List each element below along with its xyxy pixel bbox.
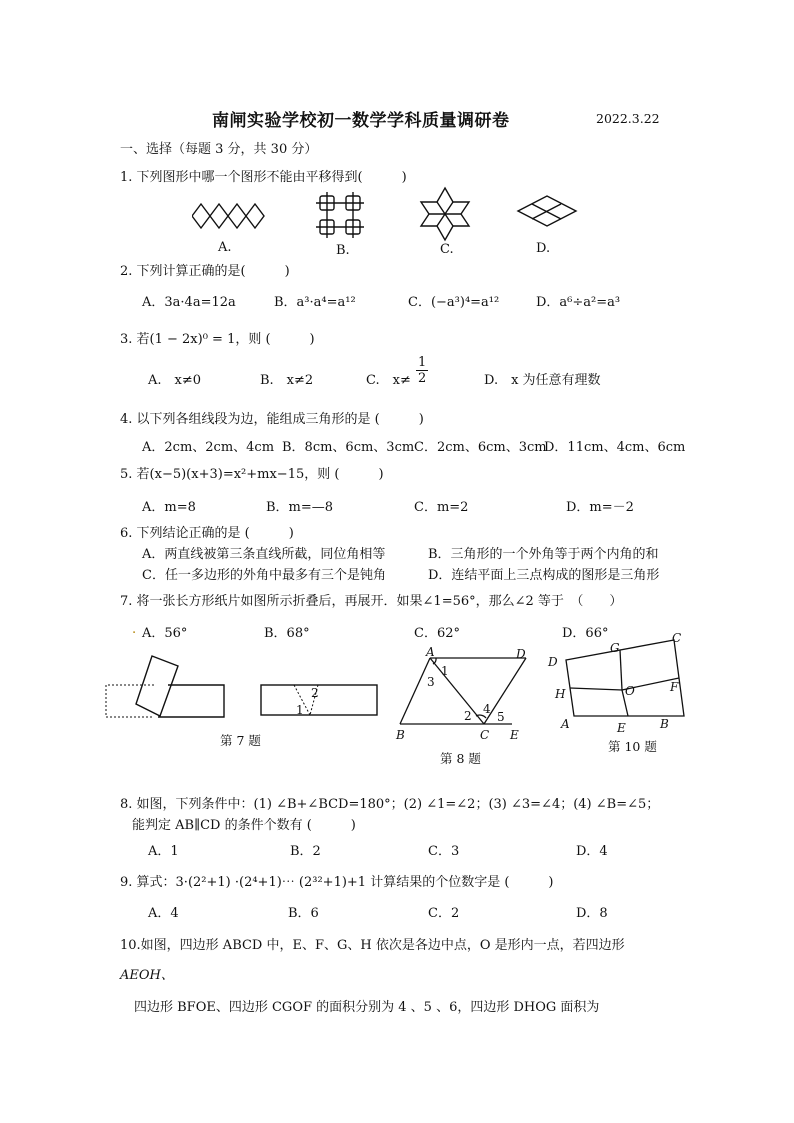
figure-7-unfolded — [258, 682, 382, 718]
q4-option-c: C．2cm、6cm、3cm — [414, 440, 547, 455]
q3-fraction-numerator: 1 — [418, 355, 427, 370]
question-6-stem: 6. 下列结论正确的是 ( ) — [120, 526, 294, 541]
q5-option-b: B．m=—8 — [266, 500, 334, 515]
q1-figure-c — [416, 186, 474, 242]
fig7-angle-1-label: 1 — [296, 703, 304, 717]
section-heading: 一、选择（每题 3 分，共 30 分） — [120, 142, 318, 157]
q6-option-a: A．两直线被第三条直线所截，同位角相等 — [142, 547, 386, 562]
q5-option-a: A．m=8 — [142, 500, 196, 515]
fig8-label-e: E — [510, 728, 519, 742]
q6-option-b: B．三角形的一个外角等于两个内角的和 — [428, 547, 659, 562]
figure-7-folded — [104, 652, 228, 722]
q2-option-d: D．a⁶÷a²=a³ — [536, 295, 621, 310]
q6-option-d: D．连结平面上三点构成的图形是三角形 — [428, 568, 660, 583]
q3-option-c: C. x≠ — [366, 373, 411, 388]
q8-option-a: A．1 — [148, 844, 179, 859]
fig8-angle-1: 1 — [441, 664, 449, 678]
figure-10-caption: 第 10 题 — [608, 739, 657, 754]
question-8-stem: 8. 如图，下列条件中：(1) ∠B+∠BCD=180°；(2) ∠1=∠2；(3) ∠3=∠4；(4) ∠B=∠5； — [120, 797, 660, 812]
q3-fraction — [416, 356, 428, 385]
fig10-label-c: C — [672, 631, 682, 645]
fig10-label-f: F — [670, 680, 679, 694]
q1-label-c: C. — [440, 242, 454, 257]
fig8-angle-4: 4 — [483, 702, 491, 716]
q8-option-c: C．3 — [428, 844, 460, 859]
fig10-label-h: H — [555, 687, 566, 701]
q1-figure-a — [192, 196, 266, 236]
figure-7-caption: 第 7 题 — [220, 733, 261, 748]
q7-option-c: C．62° — [414, 626, 460, 641]
q1-label-a: A. — [218, 240, 232, 255]
q5-option-c: C．m=2 — [414, 500, 469, 515]
q1-label-b: B. — [336, 243, 350, 258]
q8-option-d: D．4 — [576, 844, 608, 859]
question-10-line2: AEOH、 — [120, 968, 174, 983]
q4-option-d: D．11cm、4cm、6cm — [544, 440, 686, 455]
q3-option-d: D. x 为任意有理数 — [484, 373, 601, 388]
page-title: 南闸实验学校初一数学学科质量调研卷 — [212, 111, 510, 131]
fig8-label-b: B — [396, 728, 405, 742]
fig7-angle-2-label: 2 — [311, 686, 319, 700]
question-10-line1: 10.如图，四边形 ABCD 中，E、F、G、H 依次是各边中点，O 是形内一点，若四边形 — [120, 938, 625, 953]
fig8-label-d: D — [516, 647, 526, 661]
q3-option-b: B. x≠2 — [260, 373, 314, 388]
question-8-stem-line2: 能判定 AB∥CD 的条件个数有 ( ) — [132, 818, 356, 833]
q2-option-b: B．a³·a⁴=a¹² — [274, 295, 356, 310]
q9-option-c: C．2 — [428, 906, 460, 921]
q1-label-d: D. — [536, 241, 551, 256]
fig10-label-d: D — [548, 655, 558, 669]
figure-8-caption: 第 8 题 — [440, 751, 481, 766]
q9-option-b: B．6 — [288, 906, 319, 921]
question-2-stem: 2. 下列计算正确的是( ) — [120, 264, 290, 279]
exam-date: 2022.3.22 — [596, 111, 660, 126]
q2-option-c: C．(−a³)⁴=a¹² — [408, 295, 500, 310]
fig8-label-a: A — [426, 645, 435, 659]
question-5-stem: 5. 若(x−5)(x+3)=x²+mx−15，则 ( ) — [120, 467, 384, 482]
fig8-angle-5: 5 — [497, 710, 505, 724]
q7-stray-dot: . — [132, 622, 137, 637]
q5-option-d: D．m=－2 — [566, 500, 634, 515]
fig10-label-e: E — [617, 721, 626, 735]
fig10-label-a: A — [561, 717, 570, 731]
q1-figure-b — [316, 192, 366, 240]
q3-option-a: A. x≠0 — [148, 373, 202, 388]
q8-option-b: B．2 — [290, 844, 321, 859]
fig10-label-b: B — [660, 717, 669, 731]
q4-option-a: A．2cm、2cm、4cm — [142, 440, 275, 455]
q7-option-d: D．66° — [562, 626, 609, 641]
q9-option-a: A．4 — [148, 906, 179, 921]
fig10-label-o: O — [625, 684, 635, 698]
q3-fraction-denominator: 2 — [418, 371, 427, 386]
q6-option-c: C．任一多边形的外角中最多有三个是钝角 — [142, 568, 386, 583]
question-7-stem: 7. 将一张长方形纸片如图所示折叠后，再展开．如果∠1=56°，那么∠2 等于 （ ） — [120, 594, 623, 609]
fig8-angle-3: 3 — [427, 675, 435, 689]
q7-option-a: A．56° — [142, 626, 188, 641]
fig8-angle-2: 2 — [464, 709, 472, 723]
q9-option-d: D．8 — [576, 906, 608, 921]
q2-option-a: A．3a·4a=12a — [142, 295, 236, 310]
question-9-stem: 9. 算式：3·(2²+1) ·(2⁴+1)⋯ (2³²+1)+1 计算结果的个位数字是 ( ) — [120, 875, 554, 890]
fig10-label-g: G — [610, 641, 620, 655]
question-4-stem: 4. 以下列各组线段为边，能组成三角形的是 ( ) — [120, 412, 424, 427]
question-1-stem: 1. 下列图形中哪一个图形不能由平移得到( ) — [120, 170, 407, 185]
question-10-line3: 四边形 BFOE、四边形 CGOF 的面积分别为 4 、5 、6，四边形 DHOG 面积为 — [134, 1000, 600, 1015]
figure-10-quadrilateral — [560, 636, 690, 722]
q7-option-b: B．68° — [264, 626, 310, 641]
question-3-stem: 3. 若(1 − 2x)⁰ = 1，则 ( ) — [120, 332, 315, 347]
q4-option-b: B．8cm、6cm、3cm — [282, 440, 415, 455]
fig8-label-c: C — [480, 728, 490, 742]
q1-figure-d — [516, 194, 578, 228]
